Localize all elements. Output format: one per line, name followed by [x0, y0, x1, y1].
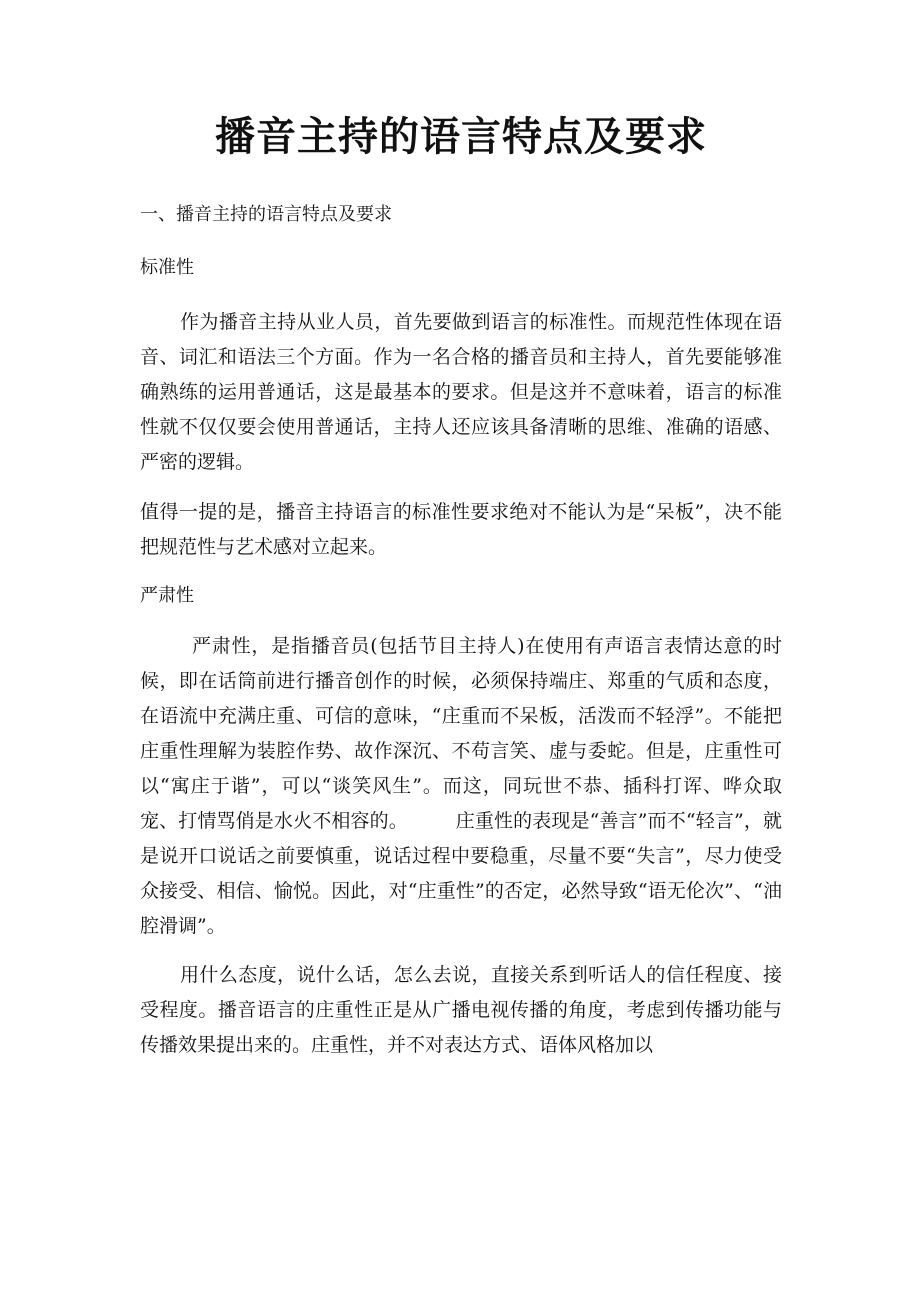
paragraph-standard: 作为播音主持从业人员，首先要做到语言的标准性。而规范性体现在语音、词汇和语法三个方面。作为一名合格的播音员和主持人，首先要能够准确熟练的运用普通话，这是最基本的要求。但是这并不意味着，语言的标准性就不仅仅要会使用普通话，主持人还应该具备清晰的思维、准确的语感、严密的逻辑。 — [140, 311, 782, 473]
subheading-serious: 严肃性 — [140, 585, 194, 606]
paragraph-serious: 严肃性，是指播音员(包括节目主持人)在使用有声语言表情达意的时候，即在话筒前进行播音创作的时候，必须保持端庄、郑重的气质和态度，在语流中充满庄重、可信的意味，“庄重而不呆板，活泼而不轻浮”。不能把庄重性理解为装腔作势、故作深沉、不苟言笑、虚与委蛇。但是，庄重性可以“寓庄于谐”，可以“谈笑风生”。而这，同玩世不恭、插科打诨、哗众取宠、打情骂俏是水火不相容的。 庄重性的表现是“善言”而不“轻言”，就是说开口说话之前要慎重，说话过程中要稳重，尽量不要“失言”，尽力使受众接受、相信、愉悦。因此，对“庄重性”的否定，必然导致“语无伦次”、“油腔滑调”。 — [140, 635, 782, 937]
subheading-standard: 标准性 — [140, 257, 194, 278]
document-title: 播音主持的语言特点及要求 — [215, 113, 707, 160]
section-heading: 一、播音主持的语言特点及要求 — [140, 204, 392, 225]
paragraph-attitude: 用什么态度，说什么话，怎么去说，直接关系到听话人的信任程度、接受程度。播音语言的庄重性正是从广播电视传播的角度，考虑到传播功能与传播效果提出来的。庄重性，并不对表达方式、语体风格加以 — [140, 964, 782, 1056]
paragraph-not-rigid: 值得一提的是，播音主持语言的标准性要求绝对不能认为是“呆板”，决不能把规范性与艺术感对立起来。 — [140, 501, 782, 558]
